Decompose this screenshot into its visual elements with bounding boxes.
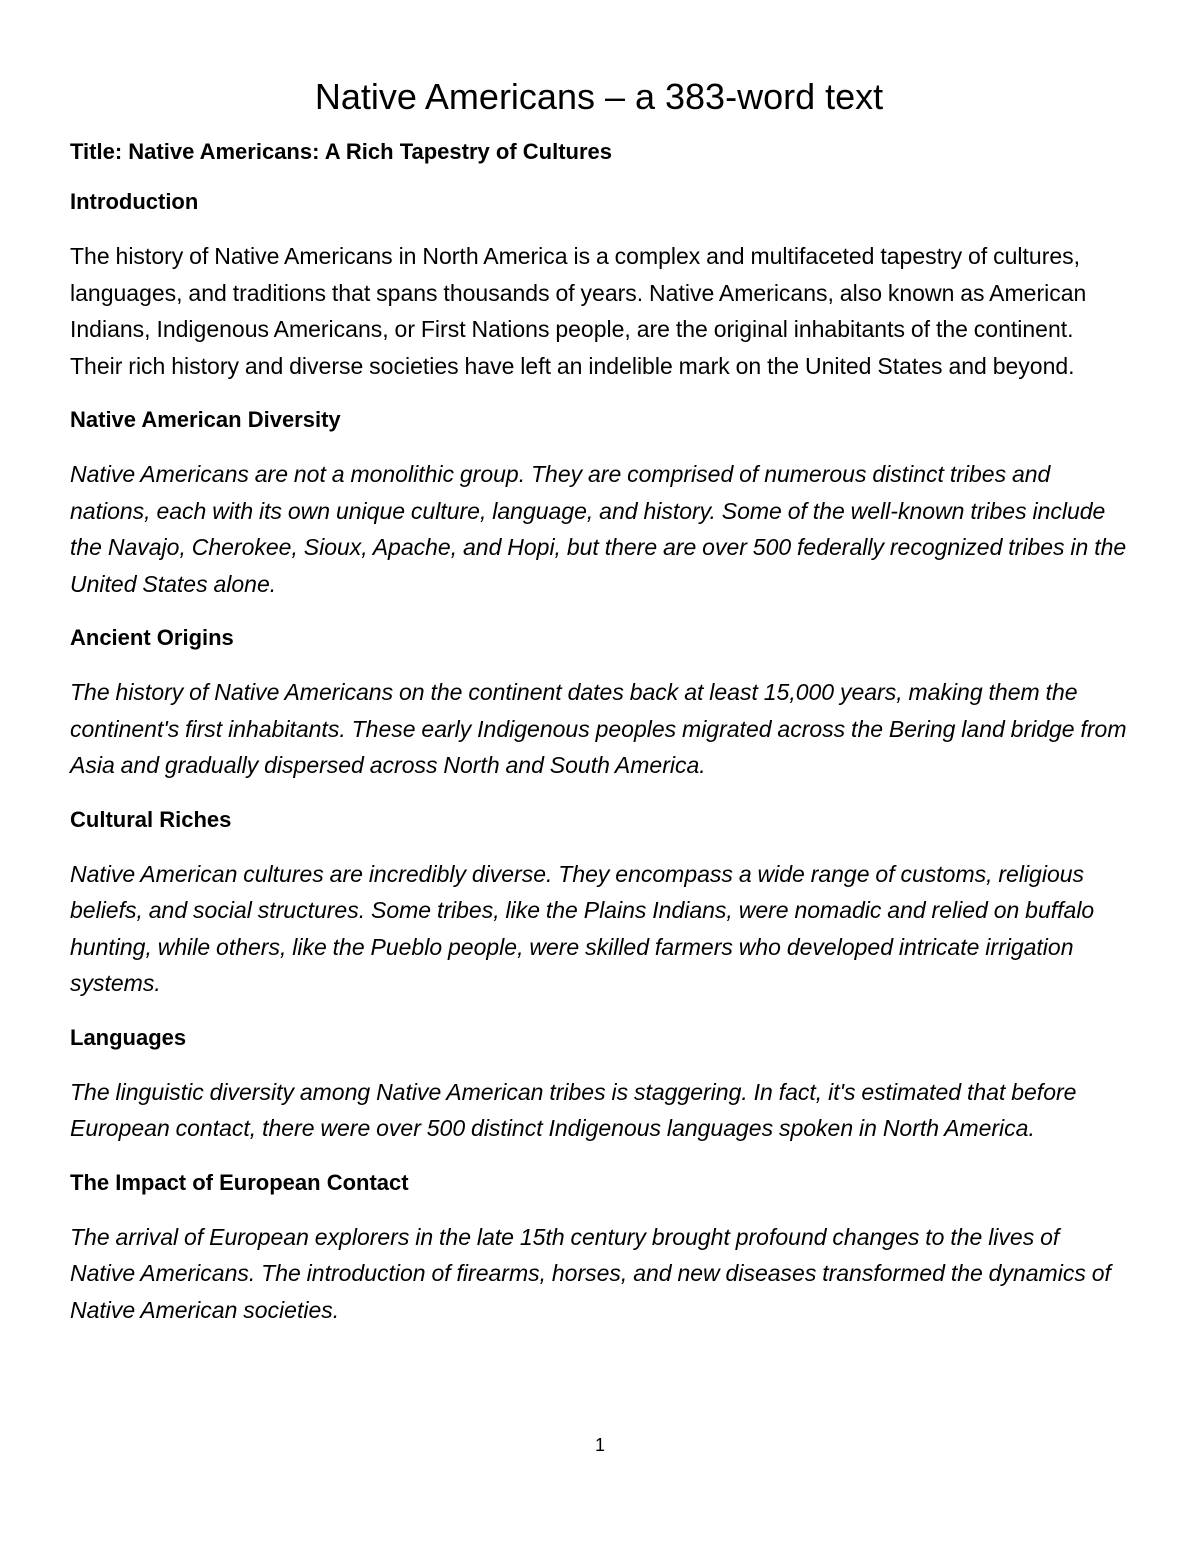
section-heading: Cultural Riches [70, 806, 232, 832]
document-title: Native Americans – a 383-word text [314, 76, 884, 117]
section-paragraph: Native Americans are not a monolithic group. They are comprised of numerous distinct tribes and nations, each with its own unique culture, language, and history. Some of the well-known tribes include the Navajo, Cherokee, Sioux, Apache, and Hopi, but there are over 500 federally recognized tribes in the United States alone. [70, 461, 1127, 597]
section-heading: Ancient Origins [70, 625, 234, 650]
section-paragraph: The arrival of European explorers in the late 15th century brought profound changes to the lives of Native Americans. The introduction of firearms, horses, and new diseases transformed the dynamics of Native American societies. [70, 1223, 1111, 1323]
section-heading: Languages [70, 1024, 187, 1050]
page-number: 1 [594, 1435, 605, 1455]
section-heading: Native American Diversity [70, 407, 341, 432]
section-impact-of-european-contact [70, 1169, 1128, 1329]
section-paragraph: The linguistic diversity among Native American tribes is staggering. In fact, it's estimated that before European contact, there were over 500 distinct Indigenous languages spoken in North America. [70, 1078, 1077, 1141]
section-native-american-diversity [70, 406, 1128, 602]
section-cultural-riches [70, 806, 1128, 1002]
section-paragraph: The history of Native Americans on the continent dates back at least 15,000 years, making them the continent's first inhabitants. These early Indigenous peoples migrated across the Bering land bridge from Asia and gradually dispersed across North and South America. [70, 679, 1127, 778]
section-heading: Introduction [70, 189, 199, 214]
document-subtitle: Title: Native Americans: A Rich Tapestry of Cultures [70, 139, 612, 164]
section-paragraph: Native American cultures are incredibly diverse. They encompass a wide range of customs, religious beliefs, and social structures. Some tribes, like the Plains Indians, were nomadic and relied on buffalo hunting, while others, like the Pueblo people, were skilled farmers who developed intricate irrigation systems. [70, 860, 1095, 996]
section-heading: The Impact of European Contact [70, 1169, 409, 1195]
section-ancient-origins [70, 624, 1128, 784]
section-introduction [70, 188, 1128, 384]
section-languages [70, 1024, 1128, 1147]
section-paragraph: The history of Native Americans in North America is a complex and multifaceted tapestry of cultures, languages, and traditions that spans thousands of years. Native Americans, also known as American Indians, Indigenous Americans, or First Nations people, are the original inhabitants of the continent. Their rich history and diverse societies have left an indelible mark on the United States and beyond. [70, 243, 1087, 379]
